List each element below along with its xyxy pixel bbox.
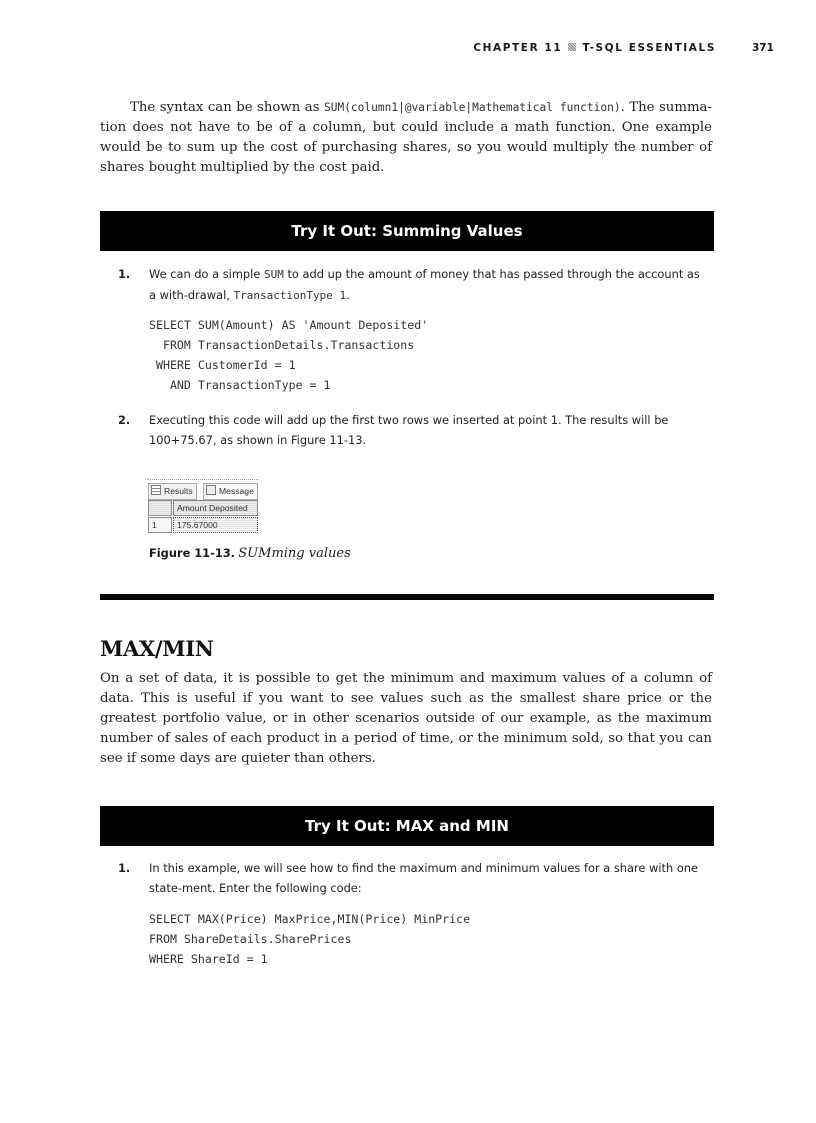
step-2-summing (118, 410, 708, 450)
step-text: Executing this code will add up the first two rows we inserted at point 1. The results will be 100+75.67, as shown in Figure 11-13. (149, 413, 669, 447)
inline-code-sum: SUM (263, 268, 284, 281)
step-text: In this example, we will see how to find the maximum and minimum values for a share with one state-ment. Enter the following code: (149, 861, 699, 895)
code-line: WHERE ShareId = 1 (149, 952, 268, 966)
message-icon (206, 485, 216, 495)
step-1-max-min (118, 858, 708, 898)
code-line: SELECT MAX(Price) MaxPrice,MIN(Price) MinPrice (149, 912, 471, 926)
step-1-summing (118, 264, 708, 306)
page-number: 371 (752, 42, 774, 54)
running-head-chapter (473, 42, 716, 54)
code-line: AND TransactionType = 1 (149, 378, 331, 392)
separator-icon (568, 43, 576, 51)
column-header[interactable]: Amount Deposited (173, 500, 258, 516)
code-line: FROM TransactionDetails.Transactions (149, 338, 415, 352)
intro-rest: tion does not have to be of a column, but could include a math function. One example would be to sum up the cost of purchasing shares, so you would multiply the number of shares bought multiplied by the cost paid. (100, 120, 712, 175)
tab-results-label: Results (164, 486, 193, 496)
try-it-out-heading-max-min: Try It Out: MAX and MIN (100, 806, 714, 846)
step-number: 1. (118, 267, 131, 281)
section-end-rule (100, 594, 714, 600)
step-number: 2. (118, 413, 131, 427)
step-text (149, 264, 708, 306)
try-it-out-heading-summing: Try It Out: Summing Values (100, 211, 714, 251)
figure-title: SUMming values (238, 546, 351, 561)
intro-prefix: The syntax can be shown as (130, 100, 324, 115)
intro-line1-rest: . The summa- (620, 100, 712, 115)
intro-paragraph (100, 98, 712, 178)
syntax-code: SUM(column1|@variable|Mathematical function) (323, 101, 621, 114)
step-text-a: We can do a simple (149, 267, 264, 281)
tab-messages-label: Message (219, 486, 254, 496)
row-number: 1 (148, 517, 172, 533)
figure-caption (149, 545, 351, 561)
grid-corner (148, 500, 172, 516)
section-heading: MAX/MIN (100, 636, 214, 661)
code-line: FROM ShareDetails.SharePrices (149, 932, 352, 946)
code-line: WHERE CustomerId = 1 (149, 358, 296, 372)
results-grid (148, 500, 257, 536)
figure-label: Figure 11-13. (149, 546, 236, 560)
inline-code-transactiontype: TransactionType 1 (233, 289, 347, 302)
section-paragraph: On a set of data, it is possible to get the minimum and maximum values of a column of data. This is useful if you want to see values such as the smallest share price or the greatest portfolio value, or in other scenarios outside of our example, as the maximum number of sales of each product in a period of time, or the minimum sold, so that you can see if some days are quieter than others. (100, 671, 712, 766)
code-line: SELECT SUM(Amount) AS 'Amount Deposited' (149, 318, 429, 332)
grid-icon (151, 485, 161, 495)
code-block-sum (149, 315, 428, 395)
results-pane-screenshot (147, 479, 259, 537)
results-tabs (147, 479, 259, 500)
step-text-c: . (346, 288, 350, 302)
chapter-title: T-SQL ESSENTIALS (582, 42, 716, 54)
tab-results[interactable] (148, 483, 197, 500)
running-head (0, 42, 816, 58)
code-block-max-min (149, 909, 470, 969)
chapter-label: CHAPTER 11 (473, 42, 563, 54)
step-text-b: to add up the amount of money that has passed through the account as a with-drawal, (149, 267, 700, 302)
result-cell[interactable]: 175.67000 (173, 517, 258, 533)
tab-messages[interactable] (203, 483, 258, 500)
step-number: 1. (118, 861, 131, 875)
